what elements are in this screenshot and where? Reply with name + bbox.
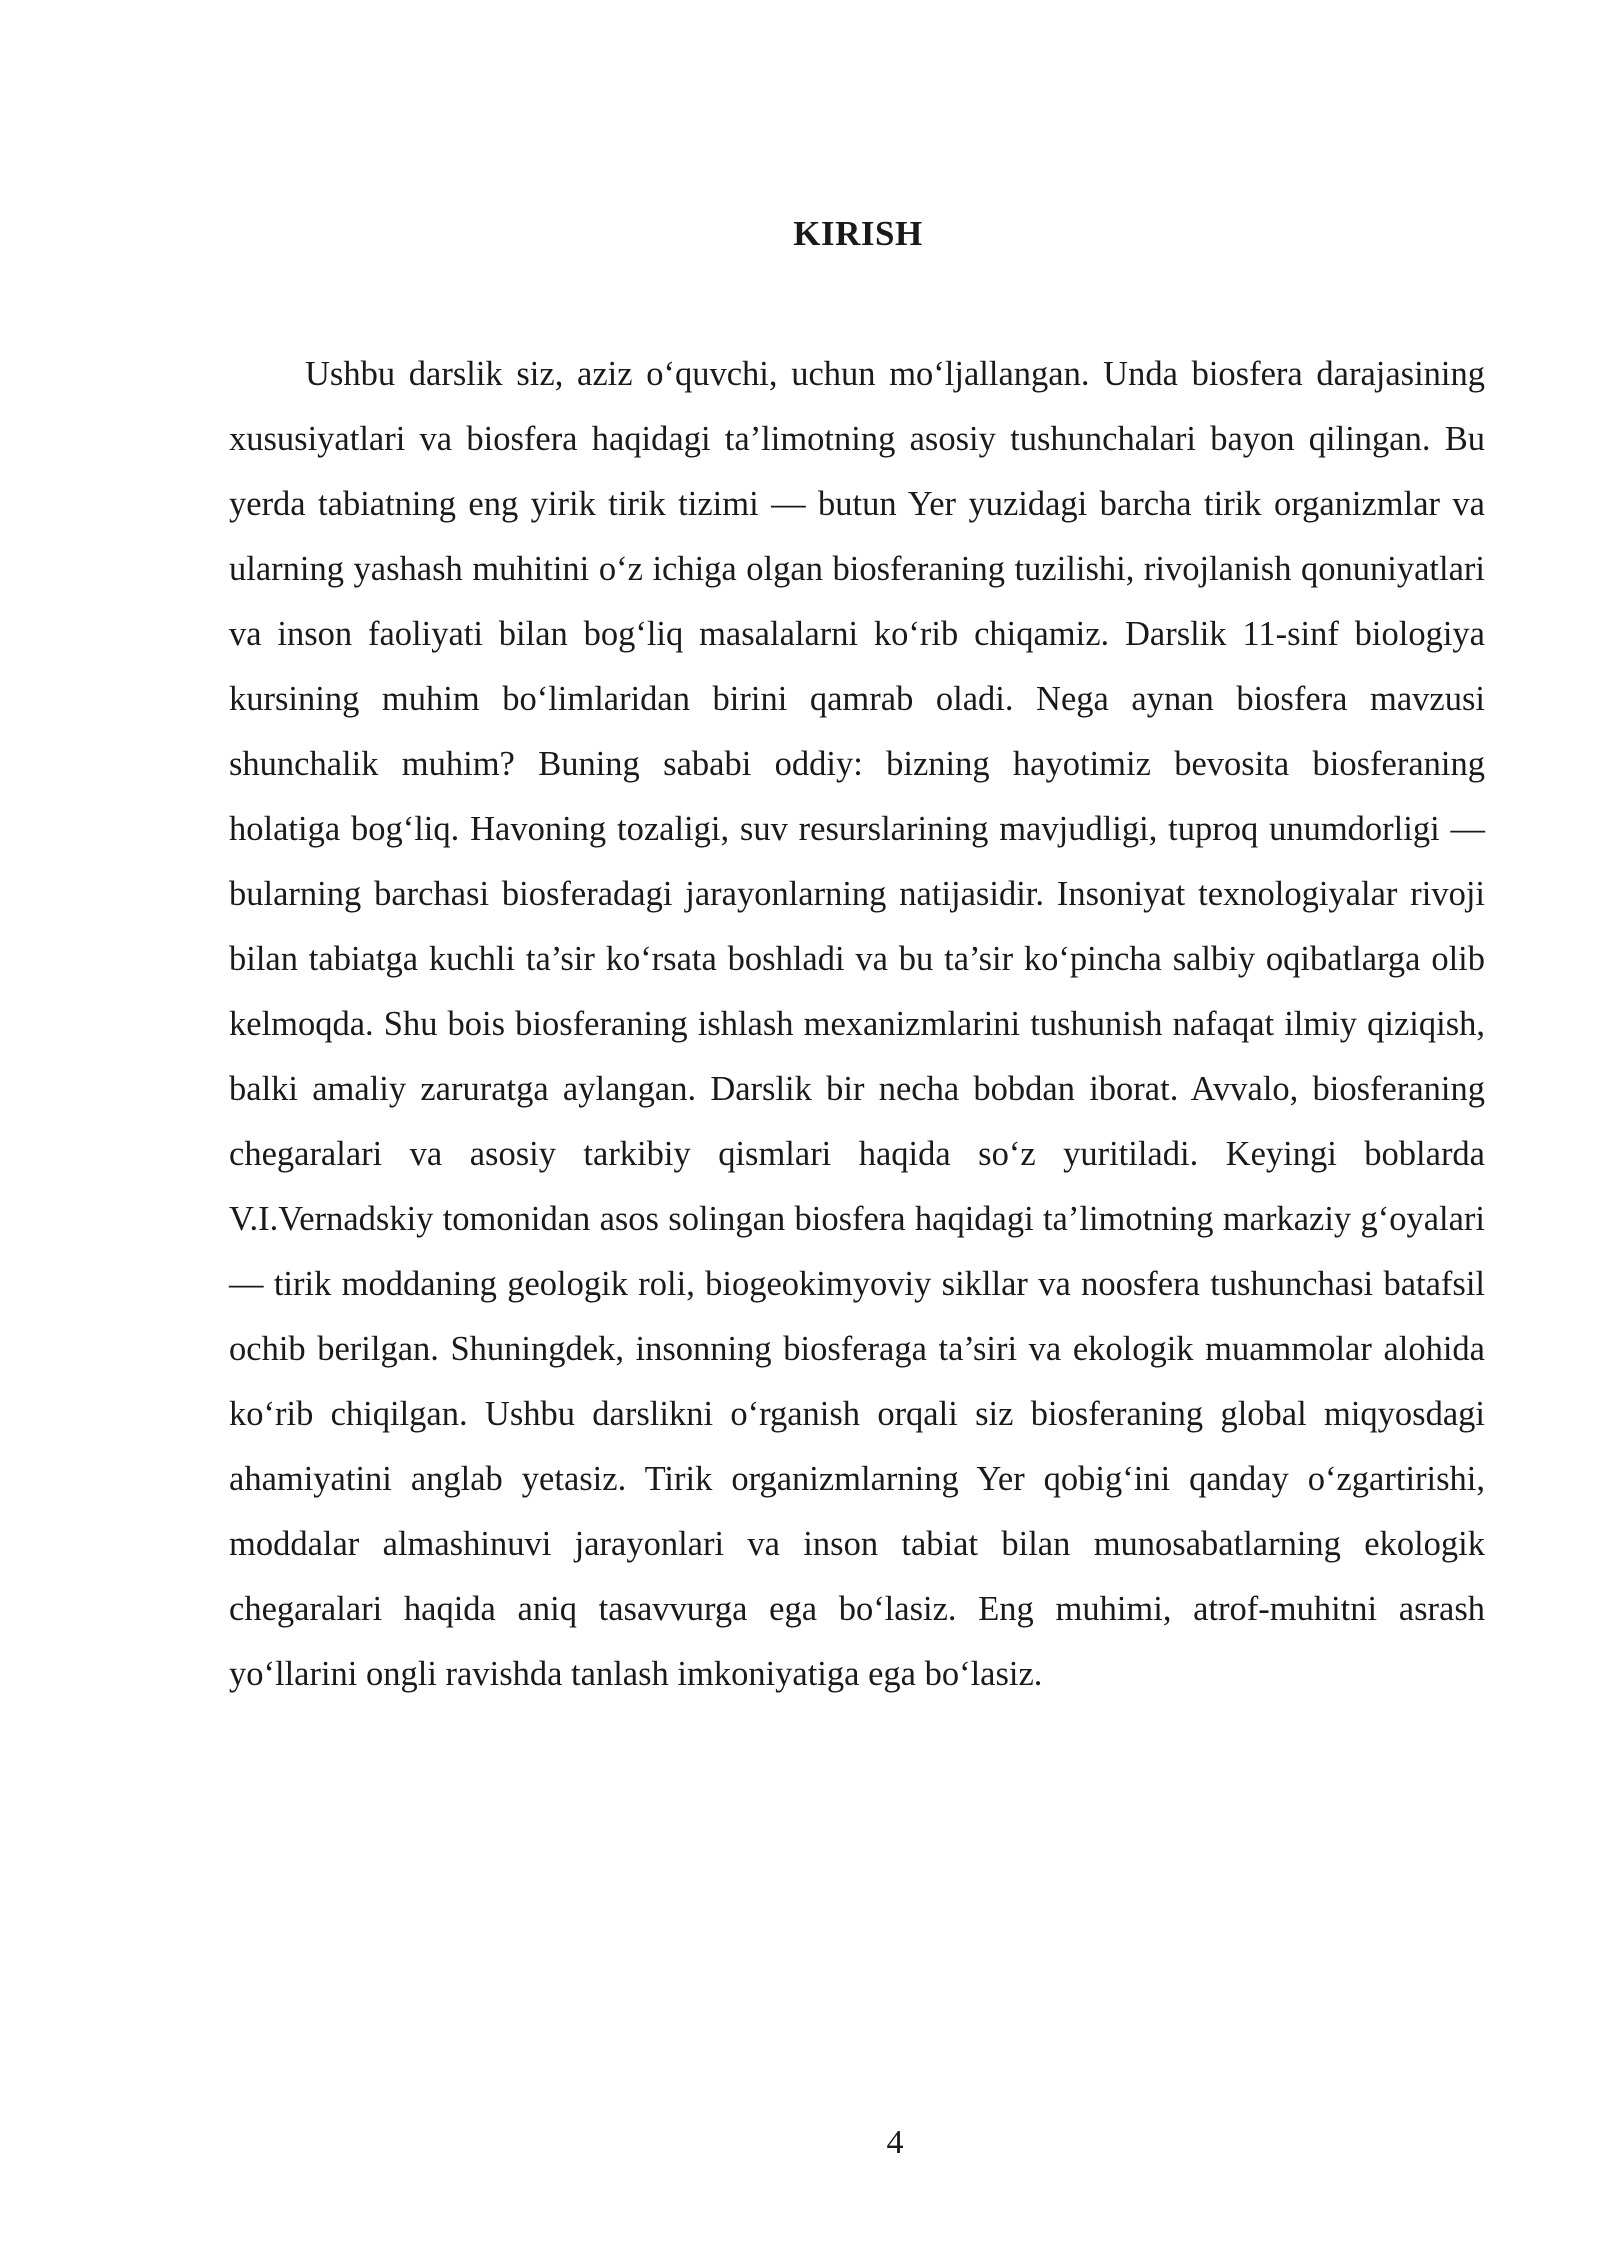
body-paragraph: Ushbu darslik siz, aziz o‘quvchi, uchun mo‘ljallangan. Unda biosfera darajasining xususiyatlari va biosfera haqidagi ta’limotning asosiy tushunchalari bayon qilingan. Bu yerda tabiatning eng yirik tirik tizimi — butun Yer yuzidagi barcha tirik organizmlar va ularning yashash muhitini o‘z ichiga olgan biosferaning tuzilishi, rivojlanish qonuniyatlari va inson faoliyati bilan bog‘liq masalalarni ko‘rib chiqamiz. Darslik 11-sinf biologiya kursining muhim bo‘limlaridan birini qamrab oladi. Nega aynan biosfera mavzusi shunchalik muhim? Buning sababi oddiy: bizning hayotimiz bevosita biosferaning holatiga bog‘liq. Havoning tozaligi, suv resurslarining mavjudligi, tuproq unumdorligi — bularning barchasi biosferadagi jarayonlarning natijasidir. Insoniyat texnologiyalar rivoji bilan tabiatga kuchli ta’sir ko‘rsata boshladi va bu ta’sir ko‘pincha salbiy oqibatlarga olib kelmoqda. Shu bois biosferaning ishlash mexanizmlarini tushunish nafaqat ilmiy qiziqish, balki amaliy zaruratga aylangan. Darslik bir necha bobdan iborat. Avvalo, biosferaning chegaralari va asosiy tarkibiy qismlari haqida so‘z yuritiladi. Keyingi boblarda V.I.Vernadskiy tomonidan asos solingan biosfera haqidagi ta’limotning markaziy g‘oyalari — tirik moddaning geologik roli, biogeokimyoviy sikllar va noosfera tushunchasi batafsil ochib berilgan. Shuningdek, insonning biosferaga ta’siri va ekologik muammolar alohida ko‘rib chiqilgan. Ushbu darslikni o‘rganish orqali siz biosferaning global miqyosdagi ahamiyatini anglab yetasiz. Tirik organizmlarning Yer qobig‘ini qanday o‘zgartirishi, moddalar almashinuvi jarayonlari va inson tabiat bilan munosabatlarning ekologik chegaralari haqida aniq tasavvurga ega bo‘lasiz. Eng muhimi, atrof-muhitni asrash yo‘llarini ongli ravishda tanlash imkoniyatiga ega bo‘lasiz. (229, 355, 1485, 1693)
page-number: 4 (886, 2124, 904, 2161)
page-title: KIRISH (793, 214, 923, 253)
